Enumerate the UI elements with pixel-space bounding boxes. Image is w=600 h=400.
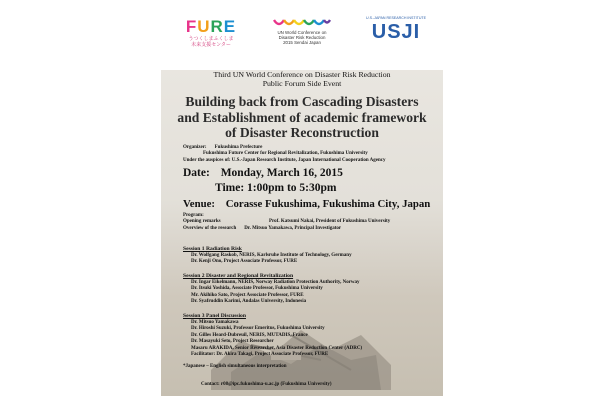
overview-label: Overview of the research	[183, 225, 237, 231]
wcdrr-line-2: Disaster Risk Reduction	[278, 35, 326, 40]
interpretation-note: *Japanese – English simultaneous interpretation	[183, 364, 287, 369]
usji-logo	[361, 16, 431, 43]
session-2-item: Dr. Itsuki Yoshida, Associate Professor, Fukushima University	[191, 286, 323, 292]
date-label: Date:	[183, 167, 210, 179]
organizer-block	[183, 145, 385, 164]
venue-line	[183, 198, 430, 210]
session-3-item: Dr. Gilles Heard-Dubreuil, NERIS, MUTADIS, France	[191, 332, 308, 338]
page-title	[165, 94, 439, 141]
title-line-2: and Establishment of academic framework	[177, 109, 427, 125]
fure-logo	[173, 18, 249, 48]
session-2-heading: Session 2 Disaster and Regional Revitalization	[183, 273, 294, 279]
session-3-heading: Session 3 Panel Discussion	[183, 313, 246, 319]
usji-wordmark: USJI	[371, 21, 421, 43]
wcdrr-line-3: 2015 Sendai Japan	[283, 40, 321, 45]
fure-letter: U	[197, 17, 211, 36]
time-value: Time: 1:00pm to 5:30pm	[215, 182, 337, 194]
wcdrr-line-1: UN World Conference on	[277, 30, 327, 35]
program-label: Program:	[183, 213, 204, 218]
organizer-2: Fukushima Future Center for Regional Revitalization, Fukushima University	[203, 151, 368, 157]
usji-tagline: U.S.-JAPAN RESEARCH INSTITUTE	[365, 16, 427, 20]
overview-value: Dr. Mitsuo Yamakawa, Principal Investigator	[244, 225, 342, 231]
event-line-1: Third UN World Conference on Disaster Risk Reduction	[213, 70, 391, 79]
opening-label: Opening remarks	[183, 219, 221, 225]
session-3-item: Masaru ARAKIDA, Senior Researcher, Asia Disaster Reduction Center (ADRC)	[191, 345, 363, 351]
session-3-item: Dr. Hiroshi Suzuki, Professor Emeritus, Fukushima University	[191, 326, 325, 332]
session-1-heading: Session 1 Radiation Risk	[183, 246, 242, 252]
session-3-item: Facilitator: Dr. Akira Takagi, Project Associate Professor, FURE	[191, 352, 329, 358]
session-2-item: Dr. Syafruddin Karimi, Andalas University, Indonesia	[191, 299, 307, 305]
title-line-3: of Disaster Reconstruction	[225, 125, 379, 140]
event-line-2: Public Forum Side Event	[262, 79, 342, 88]
session-1-item: Dr. Kenji Ono, Project Associate Professor, FURE	[191, 259, 298, 265]
fure-letter: R	[210, 17, 224, 36]
event-flyer	[161, 10, 443, 396]
fure-wordmark	[173, 18, 249, 36]
date-value: Monday, March 16, 2015	[220, 167, 343, 179]
fure-letter: E	[223, 17, 237, 36]
title-line-1: Building back from Cascading Disasters	[185, 94, 419, 109]
session-3-item: Dr. Masayuki Seto, Project Researcher	[191, 339, 274, 345]
program-block	[183, 213, 390, 232]
wcdrr-wave-icon	[272, 16, 332, 30]
session-3-item: Dr. Mitsuo Yamakawa	[191, 320, 239, 325]
session-3	[183, 313, 362, 358]
organizer-1: Fukushima Prefecture	[214, 145, 263, 150]
session-1-item: Dr. Wolfgang Raskob, NERIS, Karlsruhe Institute of Technology, Germany	[191, 253, 352, 258]
organizer-label: Organizer:	[183, 145, 207, 150]
fure-letter: F	[185, 17, 198, 36]
venue-value: Corasse Fukushima, Fukushima City, Japan	[225, 198, 431, 210]
auspices-text: Under the auspices of: U.S.-Japan Research Institute, Japan International Cooperation Agency	[183, 157, 386, 163]
opening-value: Prof. Katsumi Nakai, President of Fukushima University	[269, 219, 391, 225]
fure-subtitle-2: 未来支援センター	[191, 42, 231, 48]
wcdrr-logo	[269, 16, 335, 45]
date-line	[183, 167, 343, 180]
session-1	[183, 246, 352, 266]
session-2	[183, 273, 360, 306]
logo-bar	[161, 10, 443, 70]
venue-label: Venue:	[183, 198, 215, 210]
contact-line: Contact: r08@ipc.fukushima-u.ac.jp (Fukushima University)	[201, 382, 332, 387]
session-2-item: Mr. Akihiko Sato, Project Associate Professor, FURE	[191, 292, 304, 298]
session-2-item: Dr. Ingar Eikelmann, NERIS, Norway Radiation Protection Authority, Norway	[191, 280, 360, 285]
fure-subtitle-1: うつくしまふくしま	[188, 36, 234, 42]
